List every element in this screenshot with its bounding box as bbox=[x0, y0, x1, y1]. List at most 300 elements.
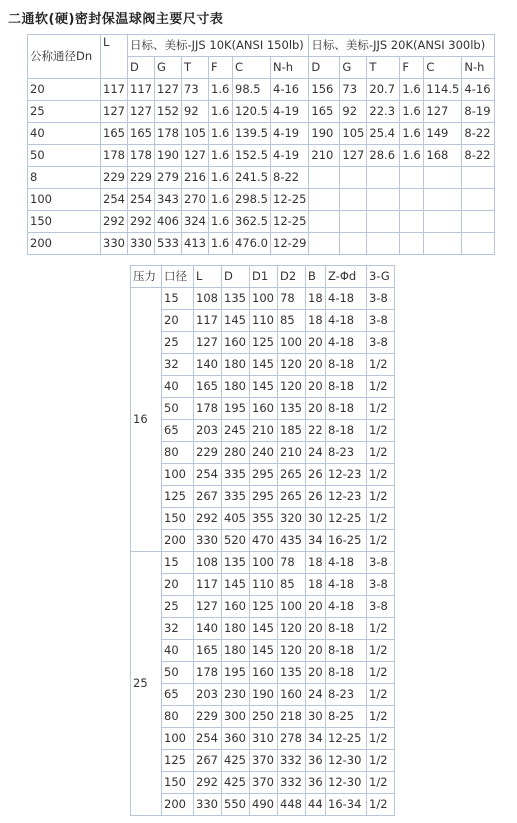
table-row bbox=[28, 189, 495, 211]
table-cell: 1/2 bbox=[367, 420, 395, 442]
table-cell bbox=[340, 189, 367, 211]
table-cell: 8-22 bbox=[271, 167, 309, 189]
table-cell: 125 bbox=[250, 596, 278, 618]
table-cell bbox=[340, 233, 367, 255]
table-cell: 24 bbox=[306, 442, 326, 464]
table-cell: 3-8 bbox=[367, 574, 395, 596]
header-cell: L bbox=[194, 266, 222, 288]
table-cell bbox=[400, 211, 424, 233]
table-cell: 267 bbox=[194, 750, 222, 772]
table-cell: 105 bbox=[340, 123, 367, 145]
header-cell: D1 bbox=[250, 266, 278, 288]
table-cell: 413 bbox=[182, 233, 209, 255]
table-cell bbox=[309, 211, 340, 233]
table-cell: 140 bbox=[194, 354, 222, 376]
table-cell: 30 bbox=[306, 706, 326, 728]
table-cell: 125 bbox=[162, 486, 194, 508]
pressure-cell: 25 bbox=[131, 552, 162, 816]
header-cell-sub: D bbox=[128, 57, 155, 79]
table-cell: 20 bbox=[306, 596, 326, 618]
table-cell: 1/2 bbox=[367, 464, 395, 486]
table-cell: 362.5 bbox=[233, 211, 271, 233]
table-cell: 520 bbox=[222, 530, 250, 552]
table-cell: 8-18 bbox=[326, 398, 367, 420]
table-cell: 20 bbox=[162, 310, 194, 332]
table-cell: 20 bbox=[306, 354, 326, 376]
table-cell: 4-18 bbox=[326, 574, 367, 596]
table-cell: 150 bbox=[28, 211, 101, 233]
table-cell: 78 bbox=[278, 552, 306, 574]
table-cell: 8-18 bbox=[326, 420, 367, 442]
table-cell: 295 bbox=[250, 486, 278, 508]
table-cell bbox=[309, 233, 340, 255]
table-cell: 73 bbox=[182, 79, 209, 101]
table-cell: 180 bbox=[222, 376, 250, 398]
table-cell: 20 bbox=[306, 376, 326, 398]
table-cell: 229 bbox=[128, 167, 155, 189]
table-cell: 40 bbox=[162, 640, 194, 662]
table-cell: 4-19 bbox=[271, 123, 309, 145]
table-row bbox=[131, 552, 395, 574]
table-cell: 1.6 bbox=[209, 233, 233, 255]
table-cell: 425 bbox=[222, 772, 250, 794]
table-cell: 1/2 bbox=[367, 684, 395, 706]
table-cell: 139.5 bbox=[233, 123, 271, 145]
table-cell: 3-8 bbox=[367, 288, 395, 310]
table-cell: 1/2 bbox=[367, 376, 395, 398]
header-cell: 3-G bbox=[367, 266, 395, 288]
table-cell: 343 bbox=[155, 189, 182, 211]
table-cell: 405 bbox=[222, 508, 250, 530]
header-cell-sub: T bbox=[367, 57, 400, 79]
table-cell: 150 bbox=[162, 772, 194, 794]
table-row bbox=[28, 211, 495, 233]
table-cell: 203 bbox=[194, 420, 222, 442]
table-row bbox=[131, 640, 395, 662]
table-cell: 254 bbox=[101, 189, 128, 211]
table-cell: 40 bbox=[162, 376, 194, 398]
table-cell: 28.6 bbox=[367, 145, 400, 167]
table-cell: 12-25 bbox=[271, 211, 309, 233]
table-cell: 26 bbox=[306, 486, 326, 508]
table-cell: 335 bbox=[222, 464, 250, 486]
table-row bbox=[28, 79, 495, 101]
table-cell: 4-18 bbox=[326, 596, 367, 618]
table-cell: 18 bbox=[306, 574, 326, 596]
table-row bbox=[28, 101, 495, 123]
table-cell: 34 bbox=[306, 530, 326, 552]
table-cell: 30 bbox=[306, 508, 326, 530]
table-cell: 12-25 bbox=[271, 189, 309, 211]
table-cell: 216 bbox=[182, 167, 209, 189]
table-cell: 550 bbox=[222, 794, 250, 816]
table-cell: 370 bbox=[250, 772, 278, 794]
table-cell: 22 bbox=[306, 420, 326, 442]
header-cell-sub: T bbox=[182, 57, 209, 79]
table-cell: 100 bbox=[278, 332, 306, 354]
table-cell: 330 bbox=[128, 233, 155, 255]
table-cell: 25 bbox=[162, 596, 194, 618]
table-cell: 140 bbox=[194, 618, 222, 640]
table-cell: 355 bbox=[250, 508, 278, 530]
table-cell: 127 bbox=[340, 145, 367, 167]
table-cell: 44 bbox=[306, 794, 326, 816]
table-cell: 470 bbox=[250, 530, 278, 552]
table-row bbox=[131, 332, 395, 354]
table-cell: 65 bbox=[162, 420, 194, 442]
table-cell: 332 bbox=[278, 750, 306, 772]
table-cell: 110 bbox=[250, 310, 278, 332]
table-cell: 1/2 bbox=[367, 640, 395, 662]
table-cell: 448 bbox=[278, 794, 306, 816]
table-cell: 292 bbox=[194, 508, 222, 530]
table-cell bbox=[424, 233, 462, 255]
table-cell: 36 bbox=[306, 772, 326, 794]
table-row bbox=[131, 684, 395, 706]
table-cell: 218 bbox=[278, 706, 306, 728]
table-cell: 250 bbox=[250, 706, 278, 728]
header-cell-sub: N-h bbox=[462, 57, 495, 79]
table-cell: 32 bbox=[162, 618, 194, 640]
table-cell: 292 bbox=[101, 211, 128, 233]
table-row bbox=[131, 596, 395, 618]
table-row bbox=[131, 376, 395, 398]
table-cell: 406 bbox=[155, 211, 182, 233]
table-cell: 165 bbox=[101, 123, 128, 145]
table-cell: 229 bbox=[101, 167, 128, 189]
table-cell: 40 bbox=[28, 123, 101, 145]
table-cell: 8-23 bbox=[326, 684, 367, 706]
table-cell: 15 bbox=[162, 288, 194, 310]
table-cell: 25 bbox=[162, 332, 194, 354]
table-cell: 78 bbox=[278, 288, 306, 310]
table-cell: 254 bbox=[194, 464, 222, 486]
table-cell: 65 bbox=[162, 684, 194, 706]
table-cell: 114.5 bbox=[424, 79, 462, 101]
table-cell: 145 bbox=[250, 618, 278, 640]
table-cell: 22.3 bbox=[367, 101, 400, 123]
table-cell: 3-8 bbox=[367, 332, 395, 354]
table-cell: 292 bbox=[128, 211, 155, 233]
table-cell: 1/2 bbox=[367, 530, 395, 552]
table-cell: 100 bbox=[162, 728, 194, 750]
table-cell: 160 bbox=[278, 684, 306, 706]
table-row bbox=[131, 288, 395, 310]
table-cell: 125 bbox=[162, 750, 194, 772]
header-cell: 压力 bbox=[131, 266, 162, 288]
table-cell: 20 bbox=[306, 332, 326, 354]
table-cell: 120 bbox=[278, 618, 306, 640]
table-cell bbox=[424, 211, 462, 233]
table-cell: 25.4 bbox=[367, 123, 400, 145]
pressure-cell: 16 bbox=[131, 288, 162, 552]
table-cell bbox=[309, 189, 340, 211]
table-cell: 4-16 bbox=[462, 79, 495, 101]
table-row bbox=[131, 728, 395, 750]
table-cell bbox=[462, 167, 495, 189]
table-cell: 278 bbox=[278, 728, 306, 750]
table-cell bbox=[367, 189, 400, 211]
table-cell: 117 bbox=[194, 310, 222, 332]
table-cell: 80 bbox=[162, 706, 194, 728]
table-cell: 360 bbox=[222, 728, 250, 750]
table-cell: 145 bbox=[250, 376, 278, 398]
table-cell: 254 bbox=[128, 189, 155, 211]
table-cell bbox=[462, 189, 495, 211]
dimensions-table-pressure bbox=[130, 265, 395, 816]
table-cell: 135 bbox=[222, 552, 250, 574]
table-cell: 210 bbox=[309, 145, 340, 167]
table-cell: 178 bbox=[101, 145, 128, 167]
table-cell: 165 bbox=[309, 101, 340, 123]
table-cell: 127 bbox=[424, 101, 462, 123]
table-cell: 279 bbox=[155, 167, 182, 189]
table-cell: 100 bbox=[28, 189, 101, 211]
header-cell: B bbox=[306, 266, 326, 288]
table-cell: 295 bbox=[250, 464, 278, 486]
table-cell: 8-22 bbox=[462, 145, 495, 167]
table-cell: 12-29 bbox=[271, 233, 309, 255]
header-cell: D bbox=[222, 266, 250, 288]
table-row bbox=[131, 464, 395, 486]
table-cell: 1/2 bbox=[367, 354, 395, 376]
table-cell: 1/2 bbox=[367, 750, 395, 772]
table-cell: 105 bbox=[182, 123, 209, 145]
table-cell: 135 bbox=[222, 288, 250, 310]
table-cell: 8-18 bbox=[326, 376, 367, 398]
table-cell: 332 bbox=[278, 772, 306, 794]
table-cell: 1/2 bbox=[367, 398, 395, 420]
table-cell: 36 bbox=[306, 750, 326, 772]
table-row bbox=[28, 167, 495, 189]
table-cell bbox=[340, 211, 367, 233]
table-row bbox=[131, 706, 395, 728]
table-cell: 178 bbox=[194, 398, 222, 420]
table-cell: 165 bbox=[128, 123, 155, 145]
table-row bbox=[28, 233, 495, 255]
table-cell: 195 bbox=[222, 398, 250, 420]
table-cell: 180 bbox=[222, 618, 250, 640]
table-cell: 85 bbox=[278, 574, 306, 596]
table-cell: 20.7 bbox=[367, 79, 400, 101]
table-cell: 203 bbox=[194, 684, 222, 706]
header-cell-group-10k: 日标、美标-JJS 10K(ANSI 150lb) bbox=[128, 35, 309, 57]
table-cell: 160 bbox=[250, 398, 278, 420]
table-cell: 298.5 bbox=[233, 189, 271, 211]
table-cell: 185 bbox=[278, 420, 306, 442]
table-row bbox=[131, 772, 395, 794]
table-row bbox=[131, 750, 395, 772]
table-cell: 135 bbox=[278, 662, 306, 684]
table-cell: 254 bbox=[194, 728, 222, 750]
table-cell: 8-18 bbox=[326, 354, 367, 376]
table-cell: 1/2 bbox=[367, 442, 395, 464]
table-cell: 3-8 bbox=[367, 596, 395, 618]
table-cell: 1.6 bbox=[400, 145, 424, 167]
table-cell: 1/2 bbox=[367, 508, 395, 530]
table-cell: 15 bbox=[162, 552, 194, 574]
table-cell: 12-25 bbox=[326, 728, 367, 750]
table-cell bbox=[400, 167, 424, 189]
table-cell: 12-30 bbox=[326, 750, 367, 772]
table-cell: 85 bbox=[278, 310, 306, 332]
table-row bbox=[131, 442, 395, 464]
table-cell: 120 bbox=[278, 376, 306, 398]
table-cell: 127 bbox=[194, 596, 222, 618]
header-cell-sub: F bbox=[400, 57, 424, 79]
table-cell: 8 bbox=[28, 167, 101, 189]
table-row bbox=[131, 508, 395, 530]
table-cell: 1.6 bbox=[209, 145, 233, 167]
table-cell: 73 bbox=[340, 79, 367, 101]
table-cell: 4-18 bbox=[326, 552, 367, 574]
header-cell-sub: G bbox=[340, 57, 367, 79]
table-cell: 4-16 bbox=[271, 79, 309, 101]
table-cell: 152 bbox=[155, 101, 182, 123]
header-cell: Z-Φd bbox=[326, 266, 367, 288]
table-cell: 108 bbox=[194, 552, 222, 574]
table-cell: 145 bbox=[222, 310, 250, 332]
table-cell: 145 bbox=[250, 354, 278, 376]
table-cell: 178 bbox=[155, 123, 182, 145]
table-cell: 156 bbox=[309, 79, 340, 101]
table-cell: 34 bbox=[306, 728, 326, 750]
table-cell: 8-25 bbox=[326, 706, 367, 728]
table-cell bbox=[309, 167, 340, 189]
table-cell: 152.5 bbox=[233, 145, 271, 167]
table-cell: 12-30 bbox=[326, 772, 367, 794]
table-cell: 20 bbox=[306, 398, 326, 420]
table-cell: 168 bbox=[424, 145, 462, 167]
table-cell: 1/2 bbox=[367, 662, 395, 684]
table-cell: 1/2 bbox=[367, 772, 395, 794]
table-cell: 135 bbox=[278, 398, 306, 420]
table-cell: 20 bbox=[306, 640, 326, 662]
table-cell: 178 bbox=[194, 662, 222, 684]
table-cell: 1.6 bbox=[400, 101, 424, 123]
table-cell: 210 bbox=[250, 420, 278, 442]
table-cell: 50 bbox=[162, 398, 194, 420]
table-cell: 127 bbox=[155, 79, 182, 101]
table-cell: 180 bbox=[222, 354, 250, 376]
table-cell: 490 bbox=[250, 794, 278, 816]
table-cell bbox=[400, 233, 424, 255]
table-cell: 1.6 bbox=[209, 101, 233, 123]
table-cell: 1.6 bbox=[209, 211, 233, 233]
table-cell: 1/2 bbox=[367, 794, 395, 816]
table-row bbox=[131, 398, 395, 420]
table-cell: 18 bbox=[306, 288, 326, 310]
table-cell: 190 bbox=[155, 145, 182, 167]
table-cell: 8-22 bbox=[462, 123, 495, 145]
table-cell: 1.6 bbox=[209, 167, 233, 189]
table-cell: 50 bbox=[162, 662, 194, 684]
table-cell: 92 bbox=[182, 101, 209, 123]
table-cell: 210 bbox=[278, 442, 306, 464]
table-cell: 200 bbox=[162, 794, 194, 816]
table-cell: 80 bbox=[162, 442, 194, 464]
table-cell: 108 bbox=[194, 288, 222, 310]
table-cell: 229 bbox=[194, 442, 222, 464]
header-cell-sub: F bbox=[209, 57, 233, 79]
table-cell bbox=[340, 167, 367, 189]
table-cell: 120.5 bbox=[233, 101, 271, 123]
table-row bbox=[28, 123, 495, 145]
table-cell: 127 bbox=[194, 332, 222, 354]
table-cell: 20 bbox=[28, 79, 101, 101]
table-cell: 280 bbox=[222, 442, 250, 464]
table-cell: 160 bbox=[250, 662, 278, 684]
table-header-row bbox=[131, 266, 395, 288]
table-cell: 12-25 bbox=[326, 508, 367, 530]
table-cell: 1/2 bbox=[367, 486, 395, 508]
table-cell: 476.0 bbox=[233, 233, 271, 255]
table-cell: 200 bbox=[28, 233, 101, 255]
table-cell: 117 bbox=[101, 79, 128, 101]
table-cell: 195 bbox=[222, 662, 250, 684]
table-row bbox=[131, 574, 395, 596]
table-cell: 127 bbox=[182, 145, 209, 167]
table-cell: 8-23 bbox=[326, 442, 367, 464]
header-cell-sub: C bbox=[233, 57, 271, 79]
table-cell: 1/2 bbox=[367, 706, 395, 728]
table-cell: 330 bbox=[194, 794, 222, 816]
table-row bbox=[131, 530, 395, 552]
table-cell: 1.6 bbox=[209, 189, 233, 211]
table-cell: 4-18 bbox=[326, 288, 367, 310]
table-cell: 370 bbox=[250, 750, 278, 772]
table-cell: 1/2 bbox=[367, 618, 395, 640]
table-cell: 241.5 bbox=[233, 167, 271, 189]
header-cell-group-20k: 日标、美标-JJS 20K(ANSI 300lb) bbox=[309, 35, 495, 57]
table-cell: 92 bbox=[340, 101, 367, 123]
table-row bbox=[131, 354, 395, 376]
table-cell bbox=[367, 167, 400, 189]
table-cell: 18 bbox=[306, 310, 326, 332]
table-cell: 4-18 bbox=[326, 332, 367, 354]
table-cell: 8-19 bbox=[462, 101, 495, 123]
table-cell: 20 bbox=[162, 574, 194, 596]
table-cell: 229 bbox=[194, 706, 222, 728]
table-cell: 149 bbox=[424, 123, 462, 145]
table-cell: 310 bbox=[250, 728, 278, 750]
table-cell: 20 bbox=[306, 618, 326, 640]
table-row bbox=[131, 662, 395, 684]
table-cell: 8-18 bbox=[326, 662, 367, 684]
table-cell: 98.5 bbox=[233, 79, 271, 101]
header-cell: 口径 bbox=[162, 266, 194, 288]
table-cell: 25 bbox=[28, 101, 101, 123]
table-cell bbox=[424, 189, 462, 211]
table-cell: 265 bbox=[278, 464, 306, 486]
table-header-row bbox=[28, 35, 495, 57]
table-cell: 20 bbox=[306, 662, 326, 684]
table-cell: 230 bbox=[222, 684, 250, 706]
table-cell: 145 bbox=[250, 640, 278, 662]
table-cell: 3-8 bbox=[367, 310, 395, 332]
table-cell: 1.6 bbox=[209, 79, 233, 101]
table-cell: 165 bbox=[194, 640, 222, 662]
table-cell: 1.6 bbox=[400, 79, 424, 101]
header-cell-sub: N-h bbox=[271, 57, 309, 79]
table-cell: 100 bbox=[278, 596, 306, 618]
table-row bbox=[131, 486, 395, 508]
table-cell: 425 bbox=[222, 750, 250, 772]
table-cell: 16-25 bbox=[326, 530, 367, 552]
table-cell: 117 bbox=[194, 574, 222, 596]
table-cell bbox=[462, 211, 495, 233]
page-title: 二通软(硬)密封保温球阀主要尺寸表 bbox=[8, 12, 224, 27]
